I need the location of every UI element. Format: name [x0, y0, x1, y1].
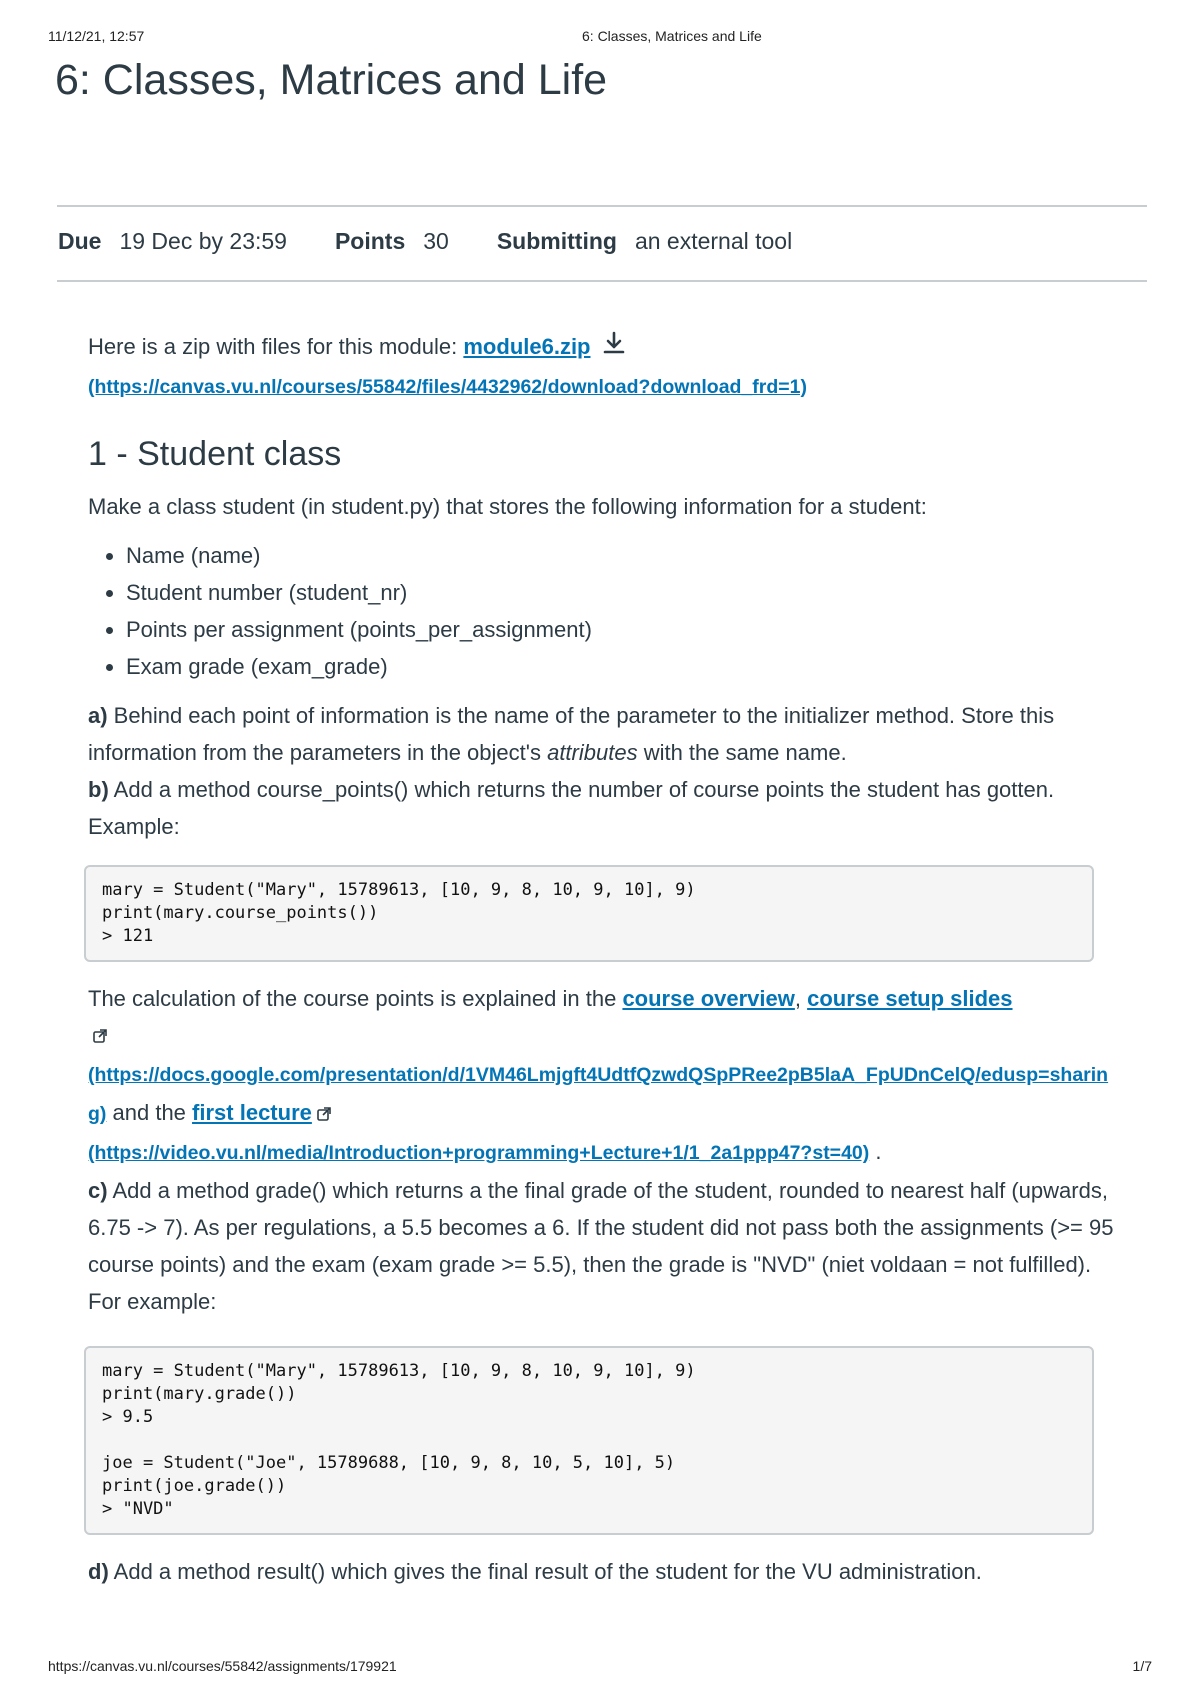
- part-a-label: a): [88, 702, 108, 728]
- first-lecture-link[interactable]: first lecture: [192, 1100, 312, 1126]
- print-header: [48, 28, 1152, 52]
- part-b-text: Add a method course_points() which returns the number of course points the student has gotten. Example:: [88, 776, 1055, 839]
- list-item: • Student number (student_nr): [126, 574, 1118, 611]
- submitting-label: Submitting: [496, 228, 617, 254]
- print-title: 6: Classes, Matrices and Life: [582, 28, 762, 44]
- part-a-text-1: Behind each point of information is the name of the parameter to the initializer method. Store this information from the parameters in the object's: [88, 702, 1055, 765]
- part-b-label: b): [88, 776, 109, 802]
- lecture-url[interactable]: (https://video.vu.nl/media/Introduction+programming+Lecture+1/1_2a1ppp47?st=40): [88, 1142, 870, 1165]
- list-item: • Name (name): [126, 537, 1118, 574]
- external-link-icon: [316, 1096, 332, 1133]
- part-c-label: c): [88, 1178, 108, 1204]
- list-item: • Points per assignment (points_per_assignment): [126, 611, 1118, 648]
- print-datetime: 11/12/21, 12:57: [48, 28, 145, 44]
- due-value: 19 Dec by 23:59: [119, 228, 287, 254]
- part-d-text: Add a method result() which gives the final result of the student for the VU administration.: [108, 1559, 982, 1585]
- code-example-grade: mary = Student("Mary", 15789613, [10, 9, 8, 10, 9, 10], 9) print(mary.grade()) > 9.5 joe = Student("Joe", 15789688, [10, 9, 8, 10, 5, 10], 5) print(joe.grade()) > "NVD": [84, 1346, 1094, 1535]
- attribute-list: [88, 537, 1118, 685]
- section-lead: Make a class student (in student.py) that stores the following information for a student:: [88, 493, 927, 519]
- code-example-course-points: mary = Student("Mary", 15789613, [10, 9, 8, 10, 9, 10], 9) print(mary.course_points()) > 121: [84, 865, 1094, 962]
- page-title: 6: Classes, Matrices and Life: [55, 56, 608, 104]
- period: .: [869, 1139, 882, 1165]
- submitting-value: an external tool: [634, 228, 793, 254]
- due-label: Due: [58, 228, 102, 254]
- part-c: [88, 1172, 1118, 1320]
- module-zip-url[interactable]: (https://canvas.vu.nl/courses/55842/files/4432962/download?download_frd=1): [88, 375, 808, 398]
- points-value: 30: [423, 228, 449, 254]
- assignment-description: [88, 328, 1118, 1590]
- part-c-text: Add a method grade() which returns a the final grade of the student, rounded to nearest half (upwards, 6.75 -> 7). As per regulations, a 5.5 becomes a 6. If the student did not pass both the assignments (>= 95 course points) and the exam (exam grade >= 5.5), then the grade is "NVD" (niet voldaan = not fulfilled). For example:: [88, 1178, 1114, 1315]
- calc-text: The calculation of the course points is explained in the: [88, 985, 623, 1011]
- part-a-text-2: with the same name.: [637, 739, 847, 765]
- part-a-italic: attributes: [547, 739, 638, 765]
- part-d: [88, 1553, 1118, 1590]
- part-d-label: d): [88, 1559, 109, 1585]
- calc-paragraph: [88, 980, 1118, 1173]
- divider-top: [57, 205, 1147, 207]
- intro-paragraph: [88, 328, 1118, 406]
- divider-bottom: [57, 280, 1147, 282]
- and-the-text: and the: [106, 1100, 193, 1126]
- points-label: Points: [334, 228, 406, 254]
- section-heading-student-class: 1 - Student class: [88, 434, 342, 473]
- comma: ,: [794, 985, 808, 1011]
- module-zip-link[interactable]: module6.zip: [463, 334, 591, 359]
- slides-url[interactable]: (https://docs.google.com/presentation/d/1VM46Lmjgft4UdtfQzwdQSpPRee2pB5laA_FpUDnCelQ/edusp=sharing): [88, 1064, 1109, 1126]
- part-b: [88, 771, 1118, 845]
- download-icon[interactable]: [601, 330, 627, 367]
- course-overview-link[interactable]: course overview: [622, 985, 795, 1011]
- part-a: [88, 697, 1118, 771]
- assignment-details: [58, 228, 792, 255]
- intro-text: Here is a zip with files for this module:: [88, 334, 464, 359]
- footer-url: https://canvas.vu.nl/courses/55842/assignments/179921: [48, 1658, 397, 1674]
- page-number: 1/7: [1132, 1658, 1152, 1674]
- external-link-icon: [92, 1018, 108, 1055]
- course-setup-slides-link[interactable]: course setup slides: [807, 985, 1013, 1011]
- list-item: • Exam grade (exam_grade): [126, 648, 1118, 685]
